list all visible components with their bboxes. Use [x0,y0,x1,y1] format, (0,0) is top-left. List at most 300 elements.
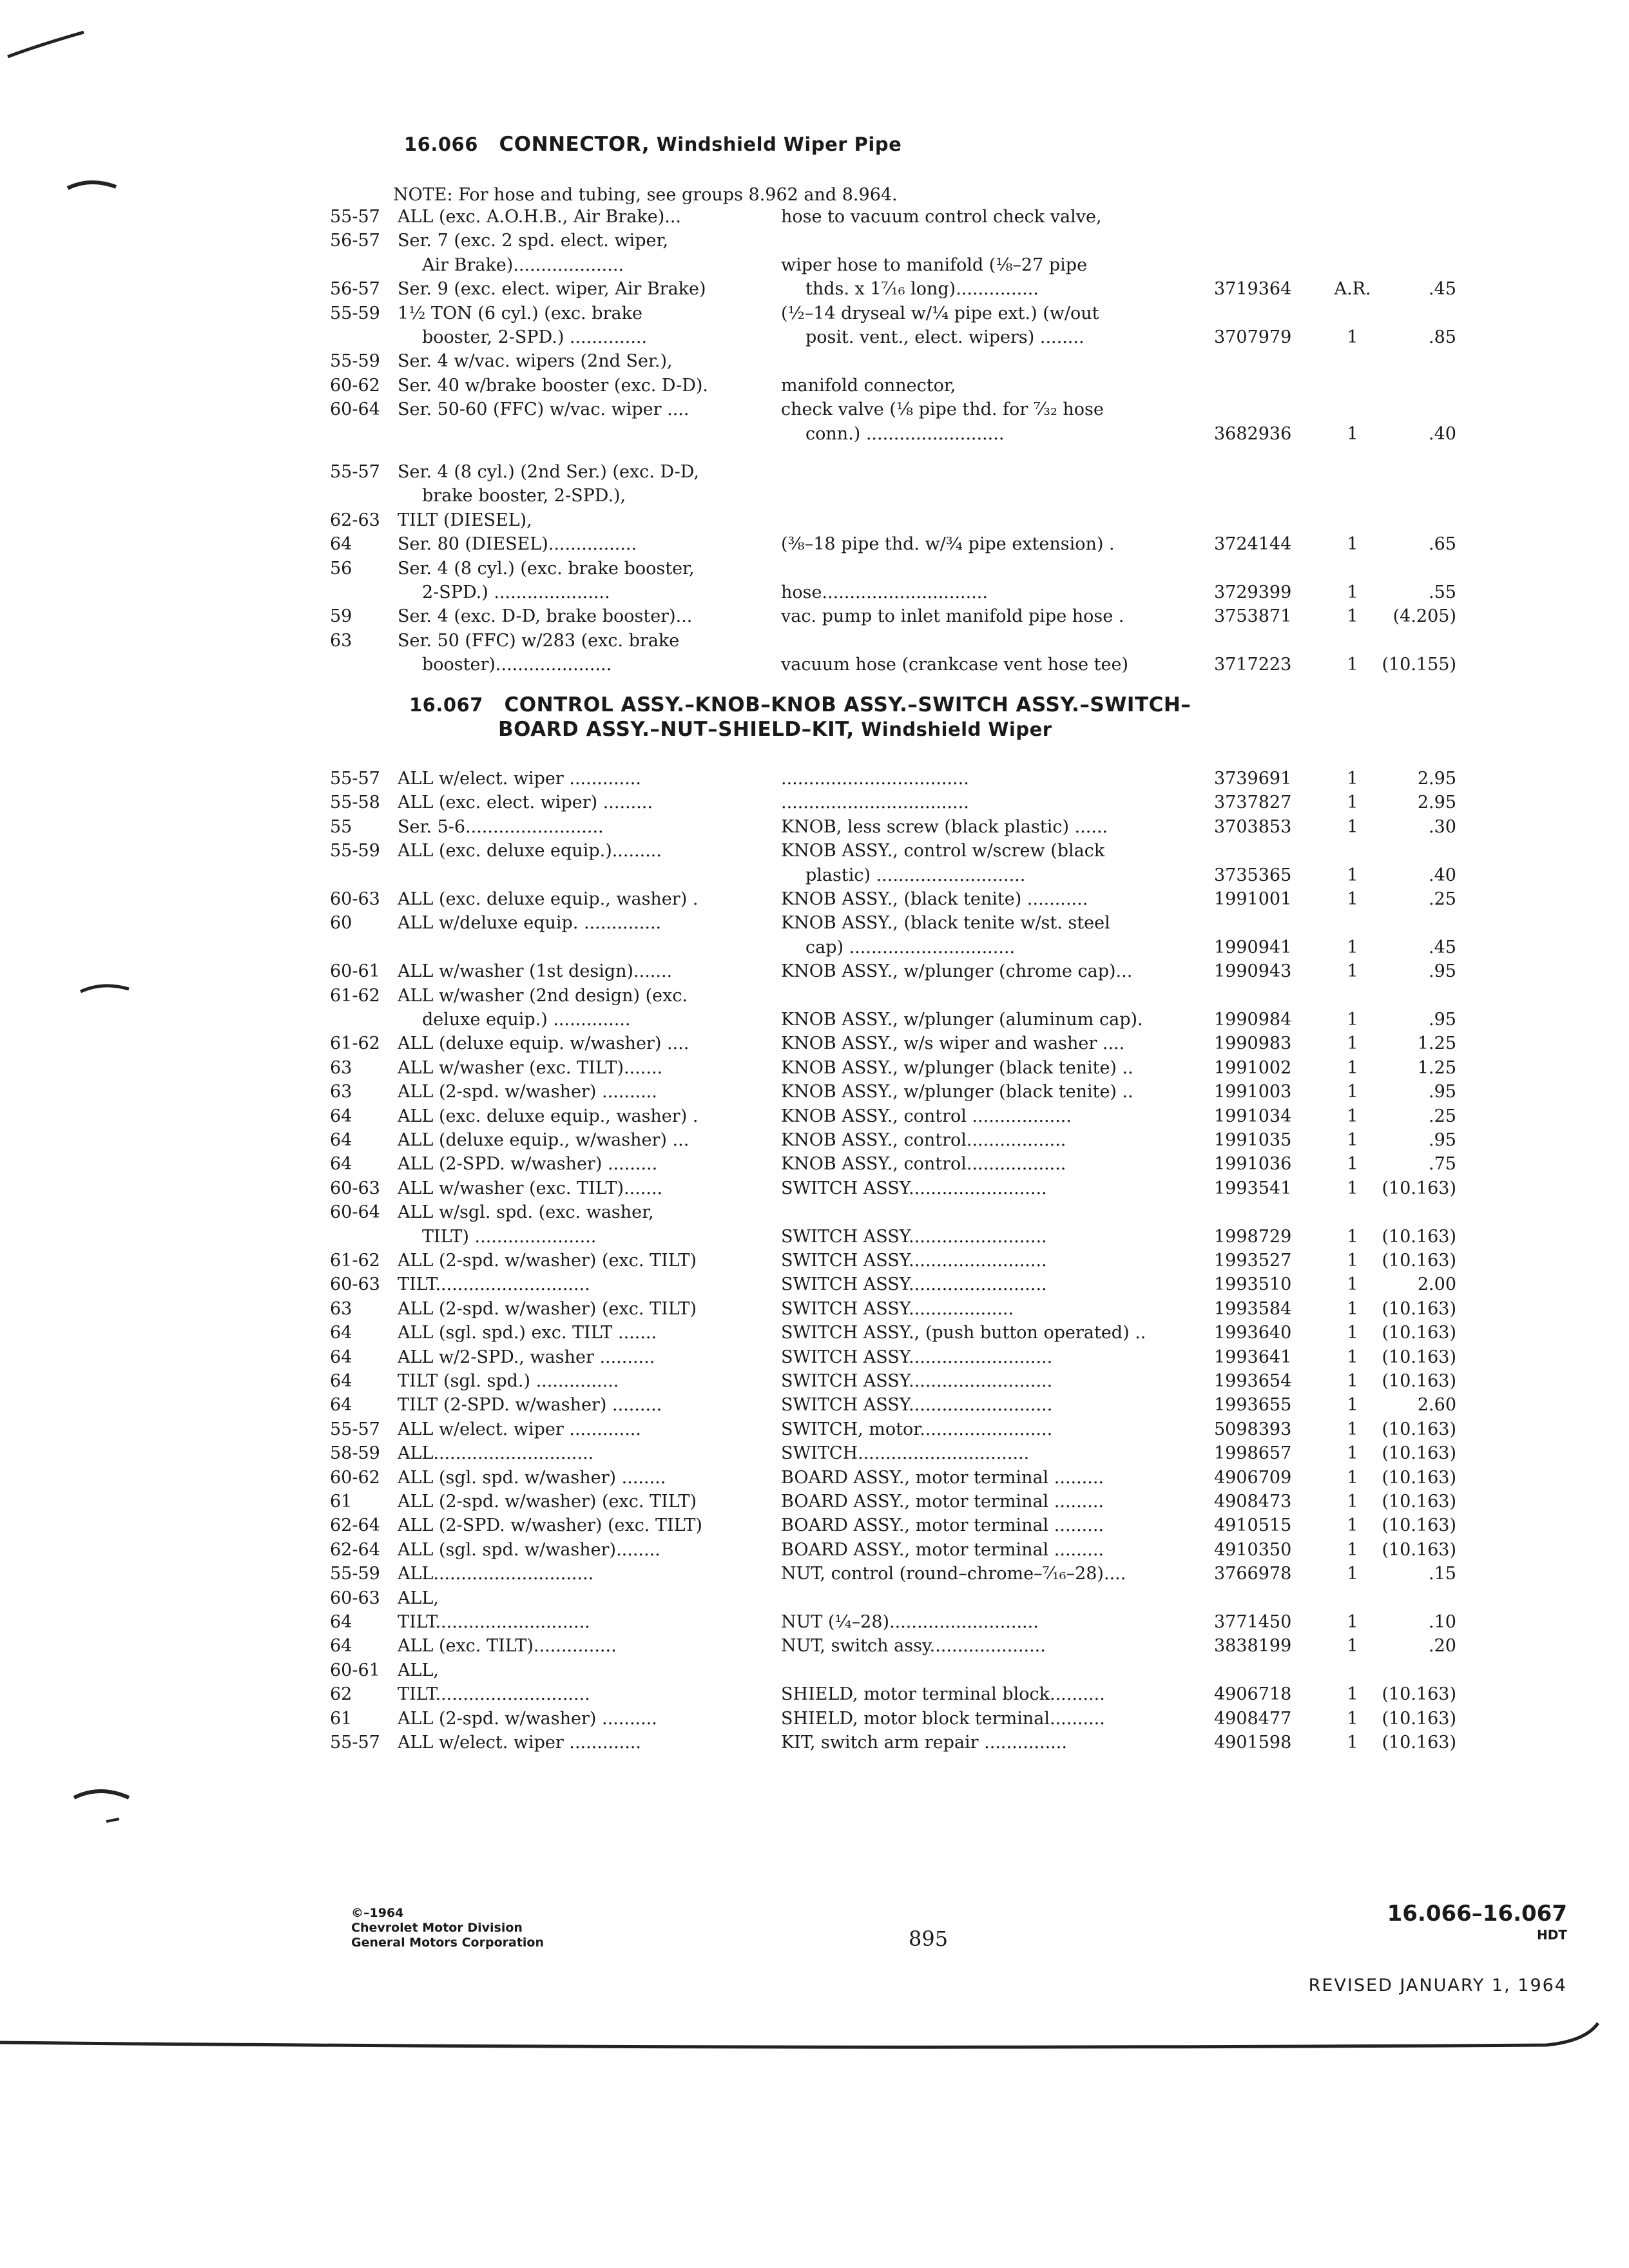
part-number-cell: 4901598 [1214,1733,1292,1753]
part-number-cell: 1993510 [1214,1274,1292,1295]
application-cell: ALL, [398,1660,439,1680]
quantity-cell: A.R. [1334,279,1371,300]
part-number-cell: 4906718 [1214,1684,1292,1705]
quantity-cell: 1 [1347,1515,1358,1536]
part-number-cell: 3707979 [1214,327,1292,347]
section-name: CONNECTOR, [499,133,650,156]
part-number-cell: 1993654 [1214,1371,1292,1391]
year-cell: 61 [330,1492,352,1512]
scan-bottom-rule [0,2017,1629,2094]
quantity-cell: 1 [1347,1178,1358,1198]
year-cell: 60-61 [330,961,380,982]
description-cell: wiper hose to manifold (⅛–27 pipe [781,255,1088,275]
part-number-cell: 1991001 [1214,889,1292,909]
year-cell: 60-64 [330,1202,380,1223]
description-cell: hose to vacuum control check valve, [781,207,1102,227]
part-number-cell: 3735365 [1214,865,1292,885]
application-cell: TILT (sgl. spd.) ............... [398,1371,619,1391]
part-number-cell: 1993640 [1214,1323,1292,1343]
year-cell: 58-59 [330,1443,380,1464]
price-cell: 2.60 [1417,1395,1456,1416]
application-cell: 1½ TON (6 cyl.) (exc. brake [398,303,642,323]
application-cell: ALL............................. [398,1443,594,1464]
year-cell: 60-63 [330,889,380,909]
quantity-cell: 1 [1347,1251,1358,1271]
price-cell: (10.163) [1382,1733,1456,1753]
year-cell: 63 [330,1298,352,1319]
part-number-cell: 1993655 [1214,1395,1292,1416]
part-number-cell: 3766978 [1214,1564,1292,1584]
application-cell: ALL w/elect. wiper ............. [398,1733,641,1753]
year-cell: 61 [330,1708,352,1729]
application-cell: Ser. 80 (DIESEL)................ [398,534,637,555]
year-cell: 62-63 [330,510,380,530]
quantity-cell: 1 [1347,1033,1358,1054]
description-cell: SWITCH ASSY., (push button operated) .. [781,1323,1146,1343]
part-number-cell: 3838199 [1214,1636,1292,1657]
price-cell: .10 [1429,1612,1456,1632]
part-number-cell: 1990941 [1214,937,1292,957]
price-cell: .95 [1429,961,1456,982]
price-cell: (10.163) [1382,1467,1456,1488]
part-number-cell: 1990984 [1214,1010,1292,1030]
price-cell: (10.163) [1382,1539,1456,1560]
year-cell: 64 [330,1395,352,1416]
application-cell: Ser. 7 (exc. 2 spd. elect. wiper, [398,231,668,251]
year-cell: 60-62 [330,375,380,396]
part-number-cell: 1991036 [1214,1154,1292,1175]
year-cell: 55-59 [330,841,380,861]
quantity-cell: 1 [1347,769,1358,789]
quantity-cell: 1 [1347,1130,1358,1150]
description-cell: SWITCH ASSY......................... [781,1226,1047,1247]
application-cell: ALL (2-SPD. w/washer) (exc. TILT) [398,1515,702,1536]
application-cell: Ser. 50-60 (FFC) w/vac. wiper .... [398,399,689,420]
description-cell: KNOB ASSY., w/plunger (aluminum cap). [781,1010,1143,1030]
quantity-cell: 1 [1347,655,1358,675]
application-cell: 2-SPD.) ..................... [422,582,610,602]
year-cell: 59 [330,606,352,627]
part-number-cell: 1993527 [1214,1251,1292,1271]
quantity-cell: 1 [1347,1226,1358,1247]
application-cell: TILT............................ [398,1274,590,1295]
application-cell: Ser. 9 (exc. elect. wiper, Air Brake) [398,279,706,300]
price-cell: 2.95 [1417,769,1456,789]
description-cell: conn.) ......................... [805,423,1005,444]
price-cell: (10.163) [1382,1515,1456,1536]
application-cell: Ser. 50 (FFC) w/283 (exc. brake [398,630,680,651]
quantity-cell: 1 [1347,1395,1358,1416]
part-number-cell: 4910515 [1214,1515,1292,1536]
application-cell: Ser. 5-6......................... [398,816,604,837]
quantity-cell: 1 [1347,1539,1358,1560]
copyright-year: ©–1964 [351,1906,404,1920]
price-cell: .25 [1429,1106,1456,1126]
part-number-cell: 1991002 [1214,1057,1292,1078]
quantity-cell: 1 [1347,1612,1358,1632]
part-number-cell: 1993541 [1214,1178,1292,1198]
price-cell: .40 [1429,423,1456,444]
description-cell: .................................. [781,793,969,813]
description-cell: SWITCH ASSY......................... [781,1178,1047,1198]
year-cell: 55-57 [330,1733,380,1753]
description-cell: BOARD ASSY., motor terminal ......... [781,1539,1104,1560]
year-cell: 64 [330,1323,352,1343]
price-cell: (10.163) [1382,1226,1456,1247]
description-cell: KNOB ASSY., (black tenite w/st. steel [781,913,1110,934]
application-cell: ALL (sgl. spd. w/washer)........ [398,1539,660,1560]
description-cell: KNOB, less screw (black plastic) ...... [781,816,1108,837]
application-cell: ALL w/washer (exc. TILT)....... [398,1057,663,1078]
application-cell: ALL (sgl. spd. w/washer) ........ [398,1467,666,1488]
description-cell: check valve (⅛ pipe thd. for ⁷⁄₃₂ hose [781,399,1104,420]
description-cell: SWITCH ASSY.......................... [781,1395,1053,1416]
price-cell: .45 [1429,937,1456,957]
section-subtitle: Windshield Wiper Pipe [656,133,902,155]
part-number-cell: 4908477 [1214,1708,1292,1729]
year-cell: 64 [330,1347,352,1367]
scan-mark-top-left [0,0,129,77]
price-cell: (10.163) [1382,1323,1456,1343]
price-cell: (4.205) [1393,606,1456,627]
description-cell: (⅜–18 pipe thd. w/¾ pipe extension) . [781,534,1115,555]
price-cell: .65 [1429,534,1456,555]
year-cell: 55-57 [330,769,380,789]
hole-punch-mark-1 [64,174,122,200]
part-number-cell: 1990983 [1214,1033,1292,1054]
part-number-cell: 3753871 [1214,606,1292,627]
part-number-cell: 3729399 [1214,582,1292,602]
application-cell: ALL (deluxe equip., w/washer) ... [398,1130,689,1150]
part-number-cell: 3719364 [1214,279,1292,300]
application-cell: ALL (exc. A.O.H.B., Air Brake)... [398,207,681,227]
application-cell: ALL (exc. deluxe equip., washer) . [398,889,699,909]
application-cell: ALL (exc. deluxe equip.)......... [398,841,662,861]
quantity-cell: 1 [1347,1106,1358,1126]
application-cell: Ser. 4 w/vac. wipers (2nd Ser.), [398,351,673,372]
year-cell: 61-62 [330,1251,380,1271]
application-cell: ALL w/washer (2nd design) (exc. [398,985,688,1006]
part-number-cell: 3703853 [1214,816,1292,837]
price-cell: .55 [1429,582,1456,602]
price-cell: (10.163) [1382,1298,1456,1319]
price-cell: .95 [1429,1010,1456,1030]
application-cell: TILT (2-SPD. w/washer) ......... [398,1395,662,1416]
year-cell: 55 [330,816,352,837]
description-cell: KNOB ASSY., w/plunger (black tenite) .. [781,1057,1133,1078]
price-cell: (10.163) [1382,1347,1456,1367]
description-cell: SWITCH ASSY................... [781,1298,1014,1319]
part-number-cell: 4910350 [1214,1539,1292,1560]
hole-punch-mark-3 [71,1782,142,1833]
application-cell: Ser. 40 w/brake booster (exc. D-D). [398,375,708,396]
description-cell: KNOB ASSY., control .................. [781,1106,1072,1126]
description-cell: BOARD ASSY., motor terminal ......... [781,1492,1104,1512]
quantity-cell: 1 [1347,1733,1358,1753]
application-cell: ALL w/2-SPD., washer .......... [398,1347,655,1367]
year-cell: 60-63 [330,1178,380,1198]
application-cell: ALL w/sgl. spd. (exc. washer, [398,1202,654,1223]
year-cell: 64 [330,534,352,555]
year-cell: 64 [330,1636,352,1657]
quantity-cell: 1 [1347,889,1358,909]
year-cell: 64 [330,1106,352,1126]
page-number: 895 [909,1927,949,1951]
quantity-cell: 1 [1347,1323,1358,1343]
year-cell: 55-58 [330,793,380,813]
application-cell: booster)..................... [422,655,612,675]
year-cell: 55-57 [330,207,380,227]
year-cell: 62 [330,1684,352,1705]
year-cell: 64 [330,1154,352,1175]
application-cell: ALL (2-spd. w/washer) (exc. TILT) [398,1492,697,1512]
quantity-cell: 1 [1347,1082,1358,1102]
price-cell: (10.163) [1382,1708,1456,1729]
description-cell: (½–14 dryseal w/¼ pipe ext.) (w/out [781,303,1099,323]
application-cell: ALL w/washer (exc. TILT)....... [398,1178,663,1198]
quantity-cell: 1 [1347,1492,1358,1512]
price-cell: (10.163) [1382,1684,1456,1705]
part-number-cell: 4908473 [1214,1492,1292,1512]
section-number: 16.067 [409,694,483,716]
hole-punch-mark-2 [77,976,135,1002]
year-cell: 60-61 [330,1660,380,1680]
application-cell: ALL w/elect. wiper ............. [398,769,641,789]
application-cell: Ser. 4 (8 cyl.) (exc. brake booster, [398,558,695,579]
application-cell: TILT (DIESEL), [398,510,532,530]
description-cell: plastic) ........................... [805,865,1026,885]
description-cell: KIT, switch arm repair ............... [781,1733,1067,1753]
quantity-cell: 1 [1347,1347,1358,1367]
application-cell: ALL (2-spd. w/washer) (exc. TILT) [398,1298,697,1319]
application-cell: ALL, [398,1588,439,1608]
quantity-cell: 1 [1347,1154,1358,1175]
quantity-cell: 1 [1347,1010,1358,1030]
section-16-067-title [409,693,1191,742]
year-cell: 55-57 [330,1419,380,1439]
quantity-cell: 1 [1347,1684,1358,1705]
quantity-cell: 1 [1347,793,1358,813]
quantity-cell: 1 [1347,1057,1358,1078]
application-cell: TILT) ...................... [422,1226,597,1247]
price-cell: (10.163) [1382,1443,1456,1464]
quantity-cell: 1 [1347,1564,1358,1584]
price-cell: .95 [1429,1130,1456,1150]
price-cell: (10.163) [1382,1178,1456,1198]
year-cell: 56 [330,558,352,579]
description-cell: SWITCH, motor........................ [781,1419,1053,1439]
description-cell: KNOB ASSY., (black tenite) ........... [781,889,1088,909]
application-cell: TILT............................ [398,1684,590,1705]
application-cell: ALL (exc. TILT)............... [398,1636,617,1657]
description-cell: NUT, switch assy..................... [781,1636,1046,1657]
year-cell: 63 [330,1057,352,1078]
application-cell: ALL w/deluxe equip. .............. [398,913,662,934]
year-cell: 61-62 [330,985,380,1006]
description-cell: KNOB ASSY., w/plunger (black tenite) .. [781,1082,1133,1102]
description-cell: .................................. [781,769,969,789]
price-cell: .40 [1429,865,1456,885]
quantity-cell: 1 [1347,1636,1358,1657]
application-cell: ALL (2-spd. w/washer) .......... [398,1082,657,1102]
application-cell: ALL............................. [398,1564,594,1584]
description-cell: SWITCH ASSY.......................... [781,1371,1053,1391]
price-cell: (10.155) [1382,655,1456,675]
catalog-code: HDT [1537,1927,1567,1943]
year-cell: 64 [330,1371,352,1391]
section-number: 16.066 [404,133,478,155]
part-number-cell: 1998729 [1214,1226,1292,1247]
description-cell: SWITCH ASSY......................... [781,1251,1047,1271]
year-cell: 60-64 [330,399,380,420]
application-cell: ALL (deluxe equip. w/washer) .... [398,1033,689,1054]
part-number-cell: 3724144 [1214,534,1292,555]
price-cell: 1.25 [1417,1033,1456,1054]
quantity-cell: 1 [1347,816,1358,837]
application-cell: ALL (2-spd. w/washer) .......... [398,1708,657,1729]
description-cell: NUT, control (round–chrome–⁷⁄₁₆–28).... [781,1564,1126,1584]
quantity-cell: 1 [1347,961,1358,982]
year-cell: 55-59 [330,1564,380,1584]
revision-date: REVISED JANUARY 1, 1964 [1308,1975,1567,1995]
quantity-cell: 1 [1347,1467,1358,1488]
quantity-cell: 1 [1347,1443,1358,1464]
year-cell: 55-57 [330,462,380,482]
application-cell: ALL w/elect. wiper ............. [398,1419,641,1439]
year-cell: 60-63 [330,1588,380,1608]
year-cell: 62-64 [330,1539,380,1560]
description-cell: KNOB ASSY., control.................. [781,1154,1066,1175]
part-number-cell: 1991003 [1214,1082,1292,1102]
company-division: Chevrolet Motor Division [351,1921,523,1935]
part-number-cell: 1993641 [1214,1347,1292,1367]
description-cell: KNOB ASSY., w/s wiper and washer .... [781,1033,1125,1054]
year-cell: 61-62 [330,1033,380,1054]
price-cell: .15 [1429,1564,1456,1584]
section-note: NOTE: For hose and tubing, see groups 8.962 and 8.964. [393,185,898,205]
description-cell: SHIELD, motor block terminal.......... [781,1708,1105,1729]
quantity-cell: 1 [1347,582,1358,602]
description-cell: hose.............................. [781,582,988,602]
description-cell: SWITCH ASSY.......................... [781,1347,1053,1367]
section-name-line2: BOARD ASSY.–NUT–SHIELD–KIT, [498,718,854,741]
section-16-066-title [404,132,901,157]
price-cell: (10.163) [1382,1371,1456,1391]
part-number-cell: 1993584 [1214,1298,1292,1319]
part-number-cell: 3717223 [1214,655,1292,675]
description-cell: thds. x 1⁷⁄₁₆ long)............... [805,279,1039,300]
year-cell: 55-59 [330,351,380,372]
part-number-cell: 1991034 [1214,1106,1292,1126]
price-cell: .30 [1429,816,1456,837]
application-cell: Ser. 4 (exc. D-D, brake booster)... [398,606,693,627]
application-cell: TILT............................ [398,1612,590,1632]
application-cell: ALL (sgl. spd.) exc. TILT ....... [398,1323,657,1343]
application-cell: booster, 2-SPD.) .............. [422,327,648,347]
price-cell: (10.163) [1382,1419,1456,1439]
application-cell: Ser. 4 (8 cyl.) (2nd Ser.) (exc. D-D, [398,462,699,482]
year-cell: 63 [330,1082,352,1102]
quantity-cell: 1 [1347,937,1358,957]
part-number-cell: 1998657 [1214,1443,1292,1464]
application-cell: ALL (exc. deluxe equip., washer) . [398,1106,699,1126]
quantity-cell: 1 [1347,1708,1358,1729]
price-cell: .25 [1429,889,1456,909]
year-cell: 56-57 [330,231,380,251]
description-cell: manifold connector, [781,375,956,396]
quantity-cell: 1 [1347,1274,1358,1295]
section-name-line1: CONTROL ASSY.–KNOB–KNOB ASSY.–SWITCH ASSY.–SWITCH– [504,693,1191,716]
footer-range-block [1387,1901,1567,1943]
description-cell: SWITCH............................... [781,1443,1030,1464]
year-cell: 60-63 [330,1274,380,1295]
description-cell: KNOB ASSY., w/plunger (chrome cap)... [781,961,1133,982]
description-cell: vacuum hose (crankcase vent hose tee) [781,655,1128,675]
part-number-cell: 1991035 [1214,1130,1292,1150]
price-cell: 2.00 [1417,1274,1456,1295]
part-number-cell: 5098393 [1214,1419,1292,1439]
application-cell: ALL (2-SPD. w/washer) ......... [398,1154,658,1175]
year-cell: 63 [330,630,352,651]
application-cell: ALL w/washer (1st design)....... [398,961,673,982]
description-cell: NUT (¼–28)........................... [781,1612,1039,1632]
part-number-cell: 3682936 [1214,423,1292,444]
part-number-cell: 3771450 [1214,1612,1292,1632]
description-cell: vac. pump to inlet manifold pipe hose . [781,606,1124,627]
year-cell: 62-64 [330,1515,380,1536]
application-cell: ALL (exc. elect. wiper) ......... [398,793,653,813]
group-range: 16.066–16.067 [1387,1901,1567,1927]
description-cell: SWITCH ASSY......................... [781,1274,1047,1295]
application-cell: Air Brake).................... [422,255,624,275]
year-cell: 64 [330,1612,352,1632]
year-cell: 60-62 [330,1467,380,1488]
section-subtitle: Windshield Wiper [861,718,1052,740]
description-cell: BOARD ASSY., motor terminal ......... [781,1515,1104,1536]
part-number-cell: 3737827 [1214,793,1292,813]
footer-copyright-block [351,1906,544,1950]
company-corporation: General Motors Corporation [351,1936,544,1950]
price-cell: .75 [1429,1154,1456,1175]
quantity-cell: 1 [1347,423,1358,444]
application-cell: deluxe equip.) .............. [422,1010,631,1030]
part-number-cell: 4906709 [1214,1467,1292,1488]
quantity-cell: 1 [1347,1419,1358,1439]
application-cell: brake booster, 2-SPD.), [422,486,626,506]
quantity-cell: 1 [1347,1371,1358,1391]
year-cell: 64 [330,1130,352,1150]
quantity-cell: 1 [1347,865,1358,885]
description-cell: KNOB ASSY., control.................. [781,1130,1066,1150]
description-cell: posit. vent., elect. wipers) ........ [805,327,1084,347]
quantity-cell: 1 [1347,327,1358,347]
part-number-cell: 1990943 [1214,961,1292,982]
price-cell: (10.163) [1382,1492,1456,1512]
description-cell: SHIELD, motor terminal block.......... [781,1684,1105,1705]
price-cell: 1.25 [1417,1057,1456,1078]
year-cell: 55-59 [330,303,380,323]
price-cell: .20 [1429,1636,1456,1657]
year-cell: 60 [330,913,352,934]
quantity-cell: 1 [1347,1298,1358,1319]
price-cell: .95 [1429,1082,1456,1102]
description-cell: BOARD ASSY., motor terminal ......... [781,1467,1104,1488]
price-cell: (10.163) [1382,1251,1456,1271]
description-cell: KNOB ASSY., control w/screw (black [781,841,1105,861]
part-number-cell: 3739691 [1214,769,1292,789]
price-cell: 2.95 [1417,793,1456,813]
price-cell: .85 [1429,327,1456,347]
